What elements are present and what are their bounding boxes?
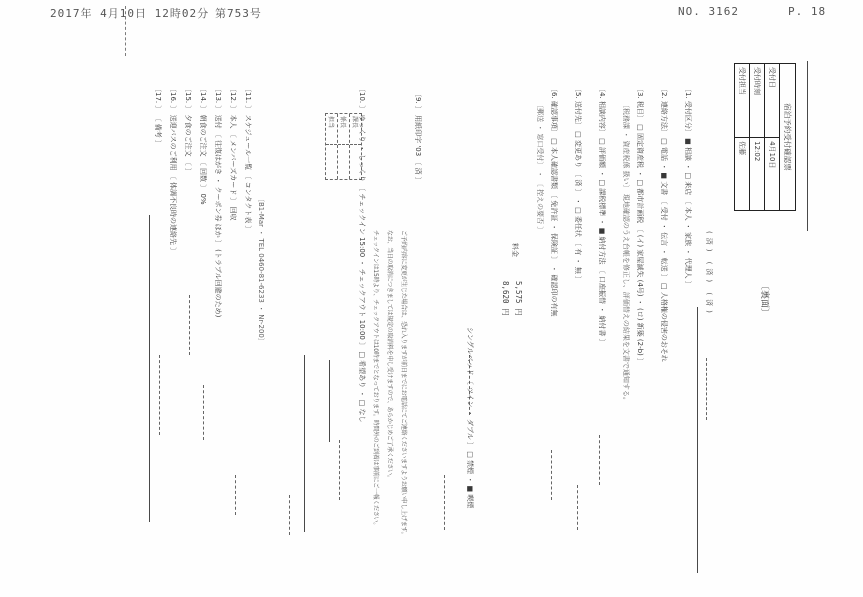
blank-underline <box>189 295 190 355</box>
form-line-12: 〔12. 〕 本人 〔 メンバーズカード 〕 回収 <box>229 85 237 221</box>
stamp-label-tanto: 担当 <box>326 114 337 145</box>
blank-underline <box>289 495 290 535</box>
notes-paragraph-1: ご予約内容に変更が生じた場合は、恐れ入りますが前日までにお電話にてご連絡くださいますようお願い申し上げます。 <box>400 230 407 538</box>
section-line-a <box>329 360 330 442</box>
stamp-cell <box>338 145 349 179</box>
approval-stamp-grid <box>325 113 362 180</box>
form-line-6b: 〔郵送 ・ 窓口受付〕 ・ 〔 控えの要否 〕 <box>536 101 544 234</box>
amount-value-1: 5,575 円 <box>514 281 523 316</box>
blank-underline <box>599 435 600 485</box>
corner-note: 〔裏面〕 <box>759 281 769 318</box>
form-line-6: 〔6. 確認事項〕 □ 本人確認書類 〔 免許証 ・ 保険証 〕 ・ 確認印の有無 <box>550 85 558 317</box>
value-reception-time: 12:02 <box>750 138 765 211</box>
form-line-1: 〔1. 受付区分〕 ■ 相談 ・ □ 来店 〔 本人 ・ 家族 ・ 代理人 〕 <box>684 85 692 288</box>
form-line-10: 〔10. 〕 ゆっくり ・ しっくり 〔 チェックイン 15:00 ・ チェックアウト 10:00 〕 □ 希望あり ・ □ なし <box>358 85 366 423</box>
blank-underline <box>551 450 552 500</box>
blank-underline <box>577 485 578 530</box>
blank-underline <box>469 355 470 415</box>
form-title: 宿泊予約受付確認票 <box>780 64 796 211</box>
top-border-line <box>807 61 808 231</box>
section-line-b <box>304 355 305 532</box>
handwritten-mark <box>706 358 707 420</box>
fax-edge-mark <box>125 6 126 56</box>
fax-header-page: P. 18 <box>788 5 827 18</box>
fax-header-no: NO. 3162 <box>678 5 739 18</box>
label-reception-time: 受付時刻 <box>750 64 765 138</box>
blank-underline <box>339 440 340 500</box>
reception-header-table <box>734 63 796 211</box>
amount-value-2: 8,620 円 <box>501 281 510 316</box>
rotated-document <box>60 55 810 575</box>
form-line-16: 〔16. 〕 送迎バスのご利用 〔 体調不良時の連絡先 〕 <box>169 85 177 255</box>
fax-header-number: 第753号 <box>215 7 262 20</box>
label-reception-staff: 受付担当 <box>735 64 750 138</box>
done-marks: (済) (済) (済) <box>705 231 713 317</box>
amount-label: 料金 <box>511 243 519 257</box>
value-reception-staff: 佐藤 <box>735 138 750 211</box>
form-line-8: シングルベッド 〔 ツイン ・ ダブル 〕 □ 禁煙 ・ ■ 喫煙 <box>466 327 474 509</box>
form-line-5: 〔5. 送付先〕 □ 変更あり 〔 済 〕 ・ □ 委任状 〔 有 ・ 無 〕 <box>574 85 582 284</box>
blank-underline <box>203 385 204 440</box>
form-line-2: 〔2. 連絡方法〕 □ 電話 ・ ■ 文書 〔 受付 ・ 伝言 ・ 転送 〕 □ 人格権の侵害のおそれ <box>660 85 668 362</box>
form-line-3b: 〔税務課 ・ 資産税係 扱い〕 現地確認のうえ台帳を修正し、評価替えの結果を文書で通知する。 <box>622 101 630 404</box>
blank-underline <box>444 475 445 530</box>
form-line-14: 〔14. 〕 朝食のご注文 〔 回数 〕 0% <box>199 85 207 205</box>
form-line-11: 〔11. 〕 スケジュール一覧 〔 コンタクト表 〕 <box>244 85 252 233</box>
phone-note: 〔B1-Mar ・ TEL 0460-81-6233 ・ Nr-200〕 <box>257 195 265 345</box>
form-line-3: 〔3. 税目〕 □ 固定資産税 ・ □ 都市計画税 〔 (イ) 家屋滅失 (4号) ・ (ロ) 新築 (2-b) 〕 <box>636 85 644 366</box>
fax-header-datetime: 2017年 4月10日 12時02分 <box>50 7 210 20</box>
form-line-17: 〔17. 〕 〔 備考 〕 <box>154 85 162 148</box>
label-reception-date: 受付日 <box>765 64 780 138</box>
blank-underline <box>159 355 160 435</box>
form-line-13: 〔13. 〕 送付 〔 往復はがき ・ クーポン券 ほか 〕 (トラブル回避のため) <box>214 85 222 318</box>
notes-paragraph-2: なお、当日の取消につきましては規定の取消料を申し受けますので、あらかじめご了承ください。 <box>386 230 393 481</box>
form-line-4: 〔4. 相談内容〕 □ 評価額 ・ □ 課税標準 ・ ■ 納付方法 〔 口座振替 ・ 納付書 〕 <box>598 85 606 346</box>
bottom-answer-line <box>149 215 150 522</box>
stamp-label-kakaricho: 係長 <box>338 114 349 145</box>
value-reception-date: 4月10日 <box>765 138 780 211</box>
form-line-15: 〔15. 〕 夕食のご注文 〔 〕 <box>184 85 192 176</box>
stamp-cell <box>326 145 337 179</box>
form-line-9: 〔9. 〕 用紙印字 '03 〔 済 〕 <box>414 90 422 184</box>
stamp-cell <box>350 145 361 179</box>
header-divider-line <box>697 307 698 573</box>
stamp-label-kacho: 課長 <box>350 114 361 145</box>
notes-paragraph-3: チェックインは15時より、チェックアウトは10時までとなっております。時間外のご到着は事前にご一報ください。 <box>372 230 379 528</box>
blank-underline <box>235 475 236 515</box>
